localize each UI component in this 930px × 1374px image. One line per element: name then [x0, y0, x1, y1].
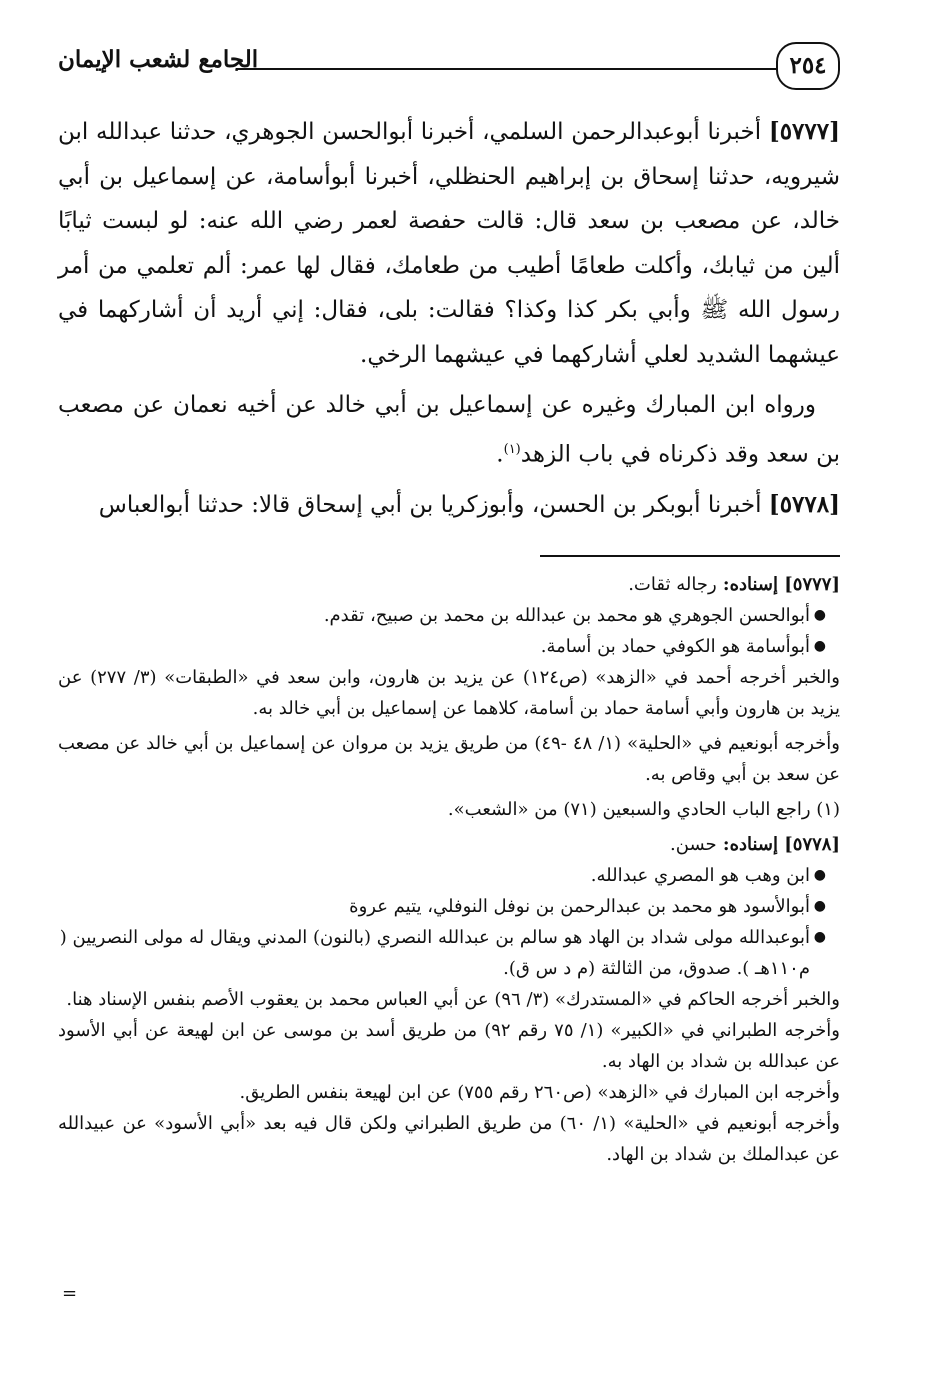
- takhrij-text: وأخرجه الطبراني في «الكبير» (١/ ٧٥ رقم ٩٢) من طريق أسد بن موسى عن ابن لهيعة عن أبي الأسود عن عبدالله بن شداد بن الهاد به.: [58, 1020, 840, 1073]
- running-header: [58, 40, 840, 100]
- list-item-text: أبوالأسود هو محمد بن عبدالرحمن بن نوفل النوفلي، يتيم عروة: [349, 896, 810, 918]
- bullet-icon: ●: [813, 867, 826, 884]
- hadith-text: أخبرنا أبوبكر بن الحسن، وأبوزكريا بن أبي إسحاق قالا: حدثنا أبوالعباس: [98, 491, 762, 518]
- bullet-icon: ●: [813, 638, 826, 655]
- list-item: [58, 891, 826, 922]
- takhrij-text: وأخرجه ابن المبارك في «الزهد» (ص٢٦٠ رقم ٧٥٥) عن ابن لهيعة بنفس الطريق.: [239, 1082, 840, 1104]
- page: [58, 40, 840, 1170]
- isnad-grade: رجاله ثقات.: [628, 574, 717, 596]
- bullet-icon: ●: [813, 929, 826, 946]
- hadith-text: أخبرنا أبوعبدالرحمن السلمي، أخبرنا أبوالحسن الجوهري، حدثنا عبدالله ابن شيرويه، حدثنا إسحاق بن إبراهيم الحنظلي، أخبرنا أبوأسامة، عن إسماعيل بن أبي خالد، عن مصعب بن سعد قال: قالت حفصة لعمر رضي الله عنه: لو لبست ثيابًا ألين من ثيابك، وأكلت طعامًا أطيب من طعامك، فقال لها عمر: ألم تعلمي من أمر رسول الله ﷺ وأبي بكر كذا وكذا؟ فقالت: بلى، فقال: إني أريد أن أشاركهما في عيشهما الشديد لعلي أشاركهما في عيشهما الرخي.: [58, 119, 840, 368]
- takhrij-text: وأخرجه أبونعيم في «الحلية» (١/ ٦٠) من طريق الطبراني ولكن قال فيه بعد «أبي الأسود» عن عبيدالله عن عبدالملك بن شداد بن الهاد.: [58, 1113, 840, 1166]
- bullet-icon: ●: [813, 898, 826, 915]
- list-item: [58, 922, 826, 984]
- book-title: الجامع لشعب الإيمان: [58, 46, 259, 73]
- header-rule: [236, 68, 776, 70]
- footnote-marker: (١): [503, 441, 521, 457]
- list-item: [58, 860, 826, 891]
- takhrij-text: والخبر أخرجه أحمد في «الزهد» (ص١٢٤) عن يزيد بن هارون، وابن سعد في «الطبقات» (٣/ ٢٧٧) عن يزيد بن هارون وأبي أسامة حماد بن أسامة، كلاهما عن إسماعيل بن أبي خالد به.: [58, 667, 840, 720]
- footnote-label: [٥٧٧٨] إسناده:: [722, 834, 840, 856]
- narration-text: ورواه ابن المبارك وغيره عن إسماعيل بن أبي خالد عن أخيه نعمان عن مصعب بن سعد وقد ذكرناه في باب الزهد: [58, 392, 840, 468]
- page-number: ٢٥٤: [776, 42, 840, 90]
- footnote-5777-heading: [58, 569, 840, 600]
- list-item-text: ابن وهب هو المصري عبدالله.: [590, 865, 810, 887]
- footnote-label: [٥٧٧٧] إسناده:: [722, 574, 840, 596]
- hadith-number: [٥٧٧٧]: [768, 118, 841, 145]
- list-item: [58, 600, 826, 631]
- continuation-mark: =: [62, 1283, 78, 1304]
- period: .: [496, 441, 504, 468]
- list-item-text: أبوأسامة هو الكوفي حماد بن أسامة.: [540, 636, 810, 658]
- takhrij-text: وأخرجه أبونعيم في «الحلية» (١/ ٤٨ -٤٩) من طريق يزيد بن مروان عن إسماعيل بن أبي خالد عن مصعب عن سعد بن أبي وقاص به.: [58, 733, 840, 786]
- bullet-icon: ●: [813, 607, 826, 624]
- footnote-separator: [540, 555, 840, 557]
- list-item: [58, 631, 826, 662]
- narrator-list: [58, 600, 840, 662]
- footnote-5778-heading: [58, 829, 840, 860]
- narrator-list: [58, 860, 840, 984]
- footnotes: [58, 569, 840, 1170]
- takhrij-text: والخبر أخرجه الحاكم في «المستدرك» (٣/ ٩٦) عن أبي العباس محمد بن يعقوب الأصم بنفس الإسناد هنا.: [66, 989, 840, 1011]
- hadith-5777: [58, 110, 840, 377]
- footnote-1: (١) راجع الباب الحادي والسبعين (٧١) من «الشعب».: [447, 799, 840, 821]
- hadith-5778: [58, 483, 840, 528]
- list-item-text: أبوالحسن الجوهري هو محمد بن عبدالله بن محمد بن صبيح، تقدم.: [323, 605, 810, 627]
- hadith-number: [٥٧٧٨]: [768, 490, 840, 518]
- hadith-5777-note: [58, 383, 840, 477]
- list-item-text: أبوعبدالله مولى شداد بن الهاد هو سالم بن عبدالله النصري (بالنون) المدني ويقال له مولى النصريين ( م١١٠هـ ). صدوق، من الثالثة (م د س ق).: [59, 927, 810, 980]
- isnad-grade: حسن.: [670, 834, 717, 856]
- main-text: [58, 110, 840, 527]
